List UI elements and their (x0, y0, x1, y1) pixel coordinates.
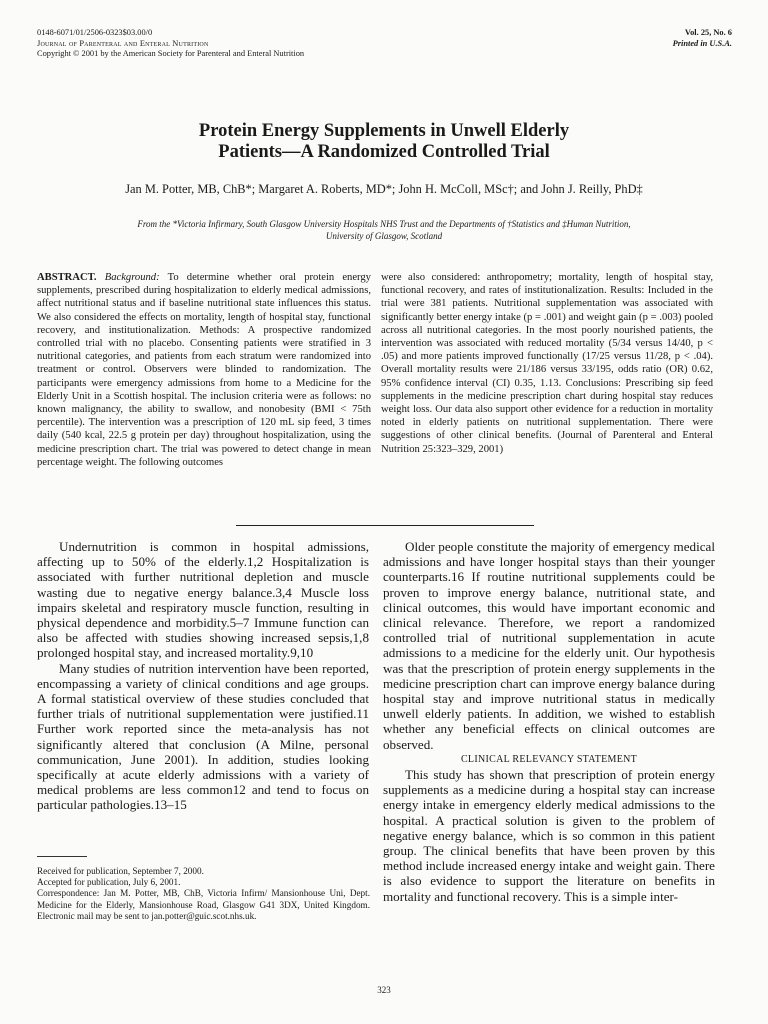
abstract-text-left: To determine whether oral protein energy supplements, prescribed during hospitalization to elderly medical admissions, affect nutritional status and if baseline nutritional state influences this status. We also considered the effects on mortality, length of hospital stay, functional recovery, and institutionalization. Methods: A prospective randomized controlled trial with no placebo. Consenting patients were stratified in 3 nutritional categories, and patients from each stratum were randomized into treatment or control. Observers were blinded to randomization. The participants were emergency admissions from home to a Medicine for the Elderly Unit in a Scottish hospital. The inclusion criteria were as follows: no known malignancy, the ability to swallow, and nonobesity (BMI < 75th percentile). The intervention was a prescription of 120 mL sip feed, 3 times daily (540 kcal, 22.5 g protein per day) throughout hospitalization, using the medicine prescription chart. The trial was powered to detect change in mean percentage weight. The following outcomes (37, 272, 371, 468)
issue-info (673, 28, 732, 49)
article-title (100, 121, 668, 163)
abstract-left-column (37, 271, 371, 469)
abstract-label: ABSTRACT. (37, 272, 97, 283)
body-paragraph: Many studies of nutrition intervention have been reported, encompassing a variety of clinical conditions and age groups. A formal statistical overview of these studies concluded that further trials of nutritional supplementation were justified.11 Further work reported since the meta-analysis has not significantly altered that conclusion (A Milne, personal communication, June 2001). In addition, studies looking specifically at acute elderly admissions with a variety of medical problems are less common12 and tend to focus on particular pathologies.13–15 (37, 660, 369, 813)
journal-name: Journal of Parenteral and Enteral Nutrition (37, 38, 209, 48)
correspondence: Correspondence: Jan M. Potter, MB, ChB, Victoria Infirm/ Mansionhouse Uni, Dept. Medicine for the Elderly, Mansionhouse Road, Glasgow G41 3DX, United Kingdom. Electronic mail may be sent to jan.potter@guic.scot.nhs.uk. (37, 888, 370, 921)
clinical-relevancy-heading: CLINICAL RELEVANCY STATEMENT (460, 753, 638, 765)
footnote-divider (37, 856, 87, 857)
abstract-divider (236, 525, 534, 526)
footnotes (37, 866, 370, 922)
clinical-relevancy-text: This study has shown that prescription of protein energy supplements as a medicine during a hospital stay can increase energy intake in emergency elderly medical admissions to the hospital. A practical solution is given to the problem of negative energy balance, which is so common in this patient group. The clinical benefits that have been proven by this method include increased energy intake and weight gain. There is also evidence to support the literature on benefits in mortality and functional recovery. This is a simple inter- (383, 767, 715, 904)
page-number: 323 (377, 985, 391, 995)
affiliation-line-2: University of Glasgow, Scotland (325, 230, 443, 241)
affiliation-line-1: From the *Victoria Infirmary, South Glasgow University Hospitals NHS Trust and the Departments of †Statistics and ‡Human Nutrition, (137, 219, 631, 229)
doi-line: 0148-6071/01/2506-0323$03.00/0 (37, 28, 153, 37)
printed-label: Printed in U.S.A. (672, 38, 732, 48)
abstract-background-label: Background: (104, 272, 160, 283)
author-list: Jan M. Potter, MB, ChB*; Margaret A. Roberts, MD*; John H. McColl, MSc†; and John J. Reilly, PhD‡ (125, 182, 643, 196)
abstract-text-right: were also considered: anthropometry; mortality, length of hospital stay, functional recovery, and rates of institutionalization. Results: Included in the trial were 381 patients. Nutritional supplementation was associated with significantly better energy intake (p = .001) and weight gain (p = .003) pooled across all nutritional categories. In the most poorly nourished patients, the intervention was associated with reduced mortality (5/34 versus 14/40, p < .05) and more patients improved functionally (17/25 versus 11/28, p < .04). Overall mortality results were 21/186 versus 33/195, odds ratio (OR) 0.62, 95% confidence interval (CI) 0.35, 1.13. Conclusions: Prescribing sip feed supplements in the medicine prescription chart during hospital stay reduces weight loss. Our data also support other evidence for a reduction in mortality noted in elderly patients on nutritional supplementation. There were suggestions of other clinical benefits. (Journal of Parenteral and Enteral Nutrition 25:323–329, 2001) (381, 272, 713, 455)
copyright-line: Copyright © 2001 by the American Society for Parenteral and Enteral Nutrition (37, 49, 305, 58)
affiliations (60, 219, 708, 242)
abstract-right-column (381, 271, 713, 456)
title-line-2: Patients—A Randomized Controlled Trial (218, 142, 550, 162)
body-right-column (383, 539, 715, 904)
received-date: Received for publication, September 7, 2000. (37, 866, 204, 876)
body-paragraph: Undernutrition is common in hospital admissions, affecting up to 50% of the elderly.1,2 Hospitalization is associated with further nutritional depletion and muscle wasting due to negative energy balance.3,4 Muscle loss impairs skeletal and respiratory muscle function, resulting in physical dependence and morbidity.5–7 Immune function can also be affected with studies showing increased sepsis,1,8 prolonged hospital stay, and increased mortality.9,10 (37, 539, 369, 661)
title-line-1: Protein Energy Supplements in Unwell Elderly (198, 121, 570, 141)
accepted-date: Accepted for publication, July 6, 2001. (37, 877, 181, 888)
body-paragraph: Older people constitute the majority of emergency medical admissions and have longer hospital stays than their younger counterparts.16 If routine nutritional supplements could be proven to improve energy balance, nutritional state, and clinical outcomes, this would have important economic and clinical relevance. Therefore, we report a randomized controlled trial of nutritional supplementation in acute admissions to a medicine for the elderly unit. Our hypothesis was that the prescription of protein energy supplements in the medicine prescription chart can improve energy balance during hospital stay and improve nutritional status in medically unwell elderly patients. In addition, we wished to establish whether any beneficial effects on clinical outcomes are observed. (383, 539, 715, 752)
volume-label: Vol. 25, No. 6 (684, 28, 732, 37)
body-left-column (37, 539, 369, 813)
journal-header (37, 28, 304, 60)
